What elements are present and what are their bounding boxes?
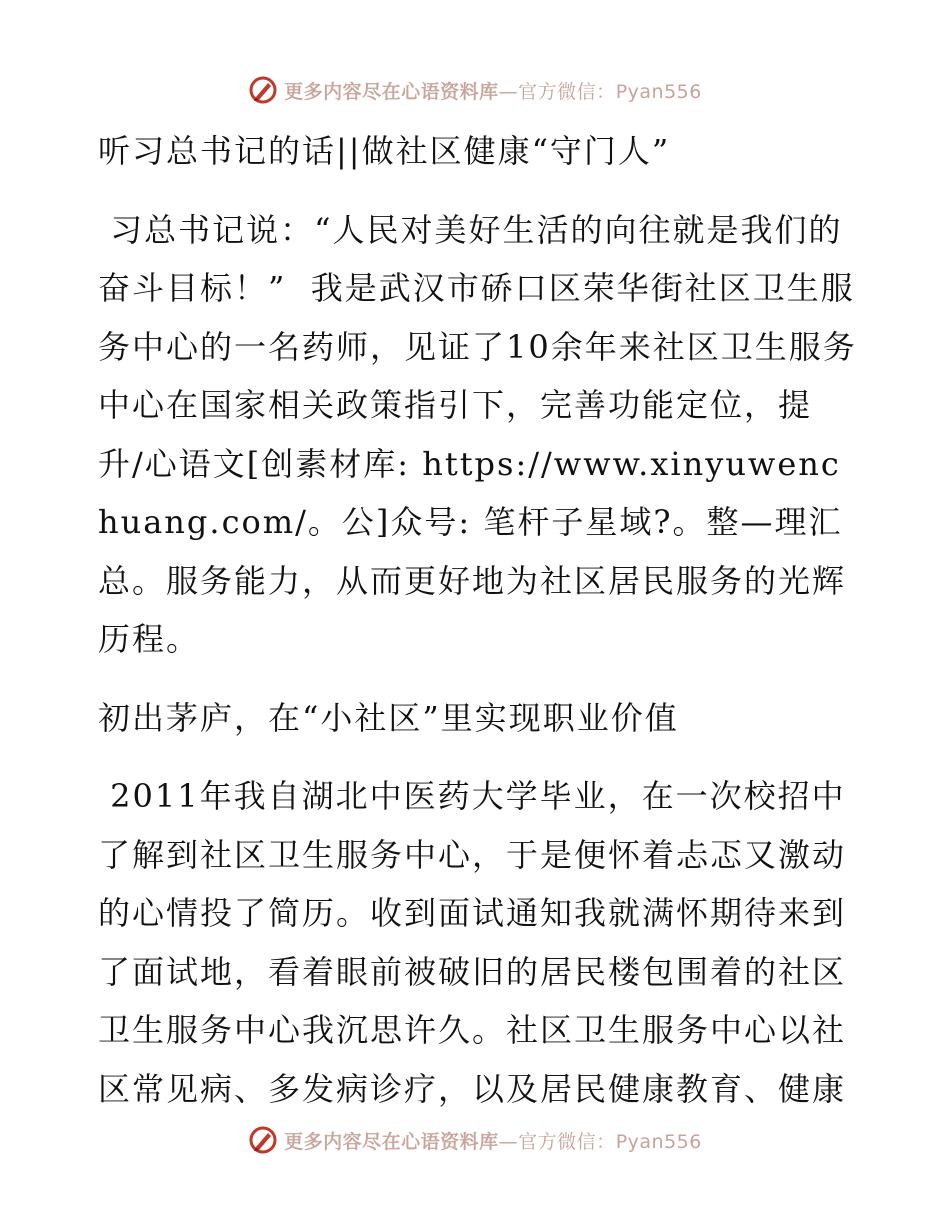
watermark-text: 更多内容尽在心语资料库—官方微信：Pyan556 <box>284 1130 702 1153</box>
paragraph-intro: 习总书记说：“人民对美好生活的向往就是我们的奋斗目标！” 我是武汉市硚口区荣华街社区卫生服务中心的一名药师，见证了10余年来社区卫生服务中心在国家相关政策指引下，完善功能定位，提升/心语文[创素材库: https://www.xinyuwenchuang.com/。公]众号: 笔杆子星域?。整—理汇总。服务能力，从而更好地为社区居民服务的光辉历程。 <box>98 210 857 658</box>
pen-logo-icon <box>248 1125 278 1155</box>
pen-logo-icon <box>248 75 278 105</box>
watermark-text: 更多内容尽在心语资料库—官方微信：Pyan556 <box>284 80 702 103</box>
watermark-footer <box>0 1120 950 1160</box>
document-title: 听习总书记的话||做社区健康“守门人” <box>98 132 671 170</box>
section-heading: 初出茅庐，在“小社区”里实现职业价值 <box>98 698 679 737</box>
watermark-header <box>0 70 950 110</box>
document-body <box>98 122 858 1118</box>
paragraph-section-1: 2011年我自湖北中医药大学毕业，在一次校招中了解到社区卫生服务中心，于是便怀着忐忑又激动的心情投了简历。收到面试通知我就满怀期待来到了面试地，看着眼前被破旧的居民楼包围着的社区卫生服务中心我沉思许久。社区卫生服务中心以社区常见病、多发病诊疗，以及居民健康教育、健康 <box>98 777 847 1108</box>
